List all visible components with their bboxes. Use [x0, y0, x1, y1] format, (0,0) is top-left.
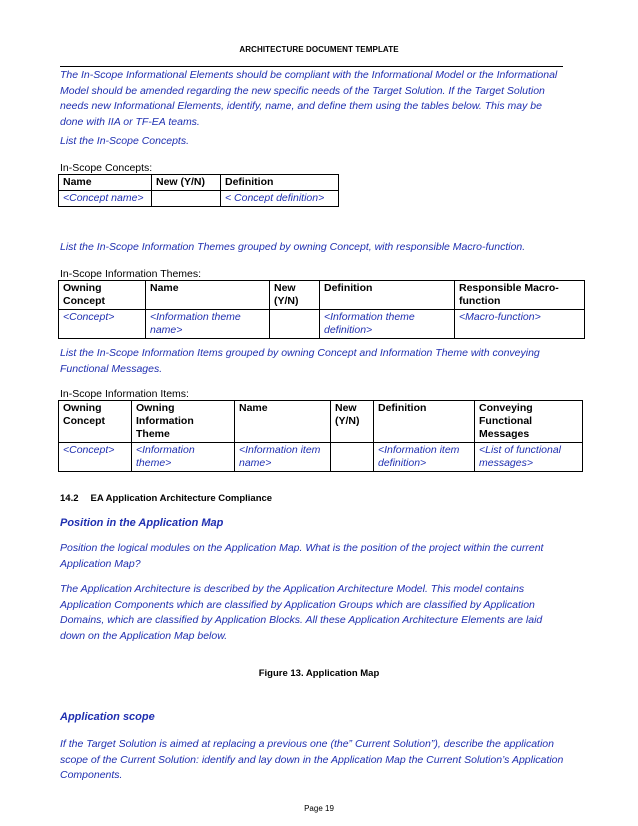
column-header: Name [146, 281, 270, 310]
column-header: Owning Information Theme [132, 401, 235, 443]
page-header: ARCHITECTURE DOCUMENT TEMPLATE [239, 45, 399, 54]
column-header: Conveying Functional Messages [475, 401, 583, 443]
column-header: Name [59, 175, 152, 191]
section-title: EA Application Architecture Compliance [90, 493, 273, 504]
table-header-row [59, 281, 585, 310]
list-concepts-instruction: List the In-Scope Concepts. [60, 135, 189, 147]
table-cell: <Concept name> [59, 191, 152, 207]
table-header-row [59, 401, 583, 443]
column-header: Responsible Macro-function [455, 281, 585, 310]
table-cell: <Concept> [59, 310, 146, 339]
header-rule [60, 66, 563, 67]
column-header: Name [235, 401, 331, 443]
table-row [59, 191, 339, 207]
column-header: New (Y/N) [152, 175, 221, 191]
column-header: Definition [374, 401, 475, 443]
table-row [59, 443, 583, 472]
page-number: Page 19 [304, 804, 334, 813]
table-cell: <Information item name> [235, 443, 331, 472]
table-cell: <Information theme> [132, 443, 235, 472]
table-header-row [59, 175, 339, 191]
table-cell: < Concept definition> [221, 191, 339, 207]
intro-paragraph: The In-Scope Informational Elements should be compliant with the Informational Model or the Informational Model should be amended regarding the new specific needs of the Target Solution. If the Target Solution needs new Informational Elements, identify, name, and define them using the tables below. This may be done with IIA or TF-EA teams. [60, 69, 558, 128]
table-cell: <List of functional messages> [475, 443, 583, 472]
table-cell: <Information theme name> [146, 310, 270, 339]
position-paragraph-1: Position the logical modules on the Application Map. What is the position of the project within the current Application Map? [60, 542, 544, 570]
column-header: New (Y/N) [331, 401, 374, 443]
scope-paragraph: If the Target Solution is aimed at replacing a previous one (the” Current Solution”), describe the application scope of the Current Solution: identify and lay down in the Application Map the Current Solution’s Application Components. [60, 738, 564, 782]
column-header: Definition [221, 175, 339, 191]
table-cell: <Information theme definition> [320, 310, 455, 339]
table-cell: <Information item definition> [374, 443, 475, 472]
table-cell: <Macro-function> [455, 310, 585, 339]
column-header: Owning Concept [59, 281, 146, 310]
themes-table [58, 280, 585, 339]
themes-caption: In-Scope Information Themes: [60, 268, 202, 280]
table-cell [270, 310, 320, 339]
table-cell [331, 443, 374, 472]
table-row [59, 310, 585, 339]
figure-caption: Figure 13. Application Map [258, 668, 380, 679]
column-header: Definition [320, 281, 455, 310]
table-cell: <Concept> [59, 443, 132, 472]
items-instruction: List the In-Scope Information Items grouped by owning Concept and Information Theme with conveying Functional Messages. [60, 347, 540, 375]
table-cell [152, 191, 221, 207]
section-number: 14.2 [60, 493, 79, 504]
concepts-caption: In-Scope Concepts: [60, 162, 153, 174]
scope-heading: Application scope [60, 711, 155, 723]
section-heading [60, 493, 272, 504]
position-paragraph-2: The Application Architecture is described by the Application Architecture Model. This model contains Application Components which are classified by Application Groups which are classified by Application Domains, which are classified by Application Blocks. All these Application Architecture Elements are laid down on the Application Map below. [60, 583, 543, 642]
items-caption: In-Scope Information Items: [60, 388, 189, 400]
position-heading: Position in the Application Map [60, 517, 224, 529]
themes-instruction: List the In-Scope Information Themes grouped by owning Concept, with responsible Macro-function. [60, 241, 526, 253]
concepts-table [58, 174, 339, 207]
items-table [58, 400, 583, 472]
column-header: New (Y/N) [270, 281, 320, 310]
column-header: Owning Concept [59, 401, 132, 443]
